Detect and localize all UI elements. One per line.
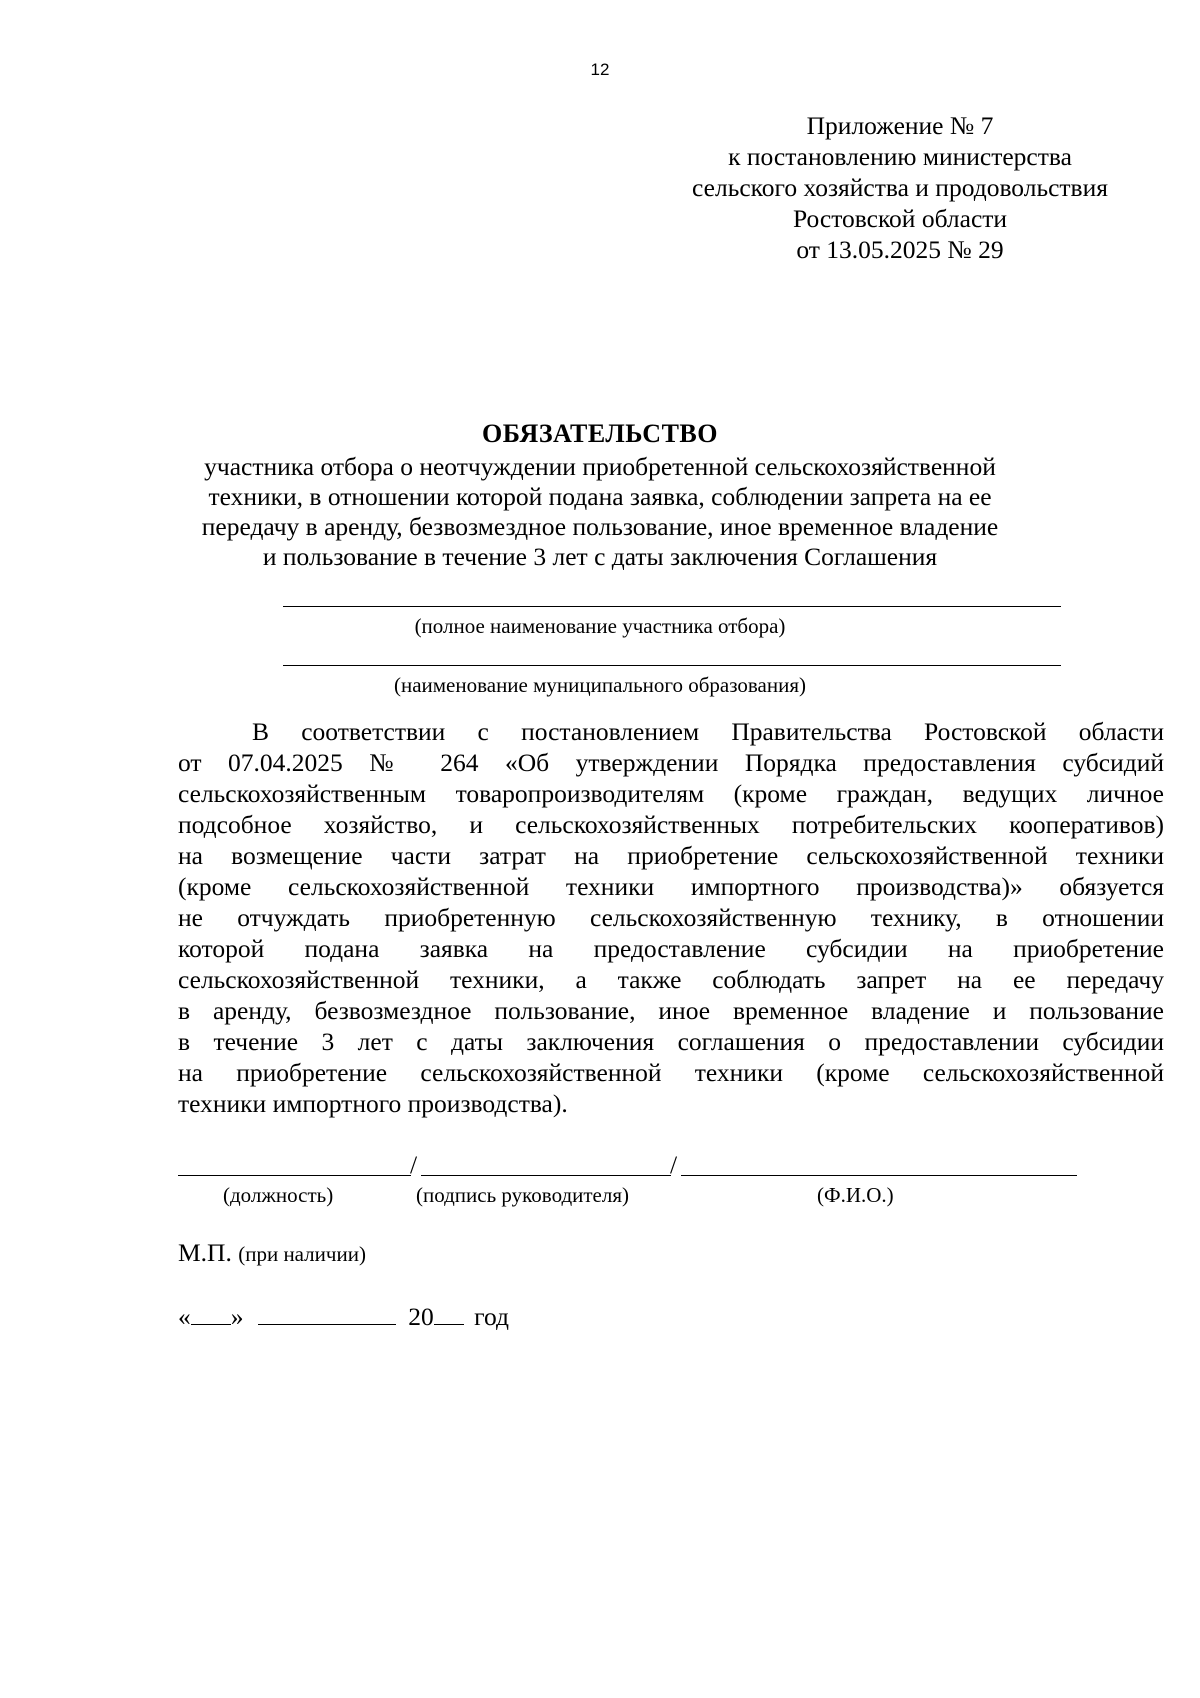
subtitle-line: и пользование в течение 3 лет с даты заключения Соглашения bbox=[262, 542, 938, 571]
municipality-name-line[interactable] bbox=[283, 665, 1061, 666]
subtitle-line: передачу в аренду, безвозмездное пользование, иное временное владение bbox=[201, 512, 999, 541]
stamp-note: (при наличии) bbox=[238, 1242, 366, 1266]
full-name-line[interactable] bbox=[681, 1175, 1077, 1176]
body-line: сельскохозяйственной техники, а также соблюдать запрет на ее передачу bbox=[178, 965, 1164, 994]
body-line: (кроме сельскохозяйственной техники импортного производства)» обязуется bbox=[178, 872, 1164, 901]
full-name-caption: (Ф.И.О.) bbox=[817, 1183, 894, 1207]
page-number: 12 bbox=[590, 60, 610, 79]
body-line: В соответствии с постановлением Правительства Ростовской области bbox=[252, 717, 1164, 746]
signature-caption: (подпись руководителя) bbox=[416, 1183, 630, 1207]
date-century: 20 bbox=[408, 1302, 434, 1331]
date-year-word: год bbox=[474, 1302, 509, 1331]
stamp-label: М.П. bbox=[178, 1238, 232, 1267]
body-line: в течение 3 лет с даты заключения соглашения о предоставлении субсидии bbox=[178, 1027, 1164, 1056]
signature-separator: / bbox=[410, 1150, 418, 1179]
obligation-body bbox=[178, 716, 1164, 1119]
year-blank[interactable] bbox=[434, 1302, 464, 1325]
signature-separator: / bbox=[670, 1150, 678, 1179]
date-close-quote: » bbox=[230, 1302, 244, 1331]
document-title: ОБЯЗАТЕЛЬСТВО bbox=[482, 419, 718, 448]
document-subtitle bbox=[150, 452, 1050, 572]
date-row bbox=[178, 1302, 509, 1332]
subtitle-line: участника отбора о неотчуждении приобретенной сельскохозяйственной bbox=[204, 452, 996, 481]
appendix-line: к постановлению министерства bbox=[728, 142, 1072, 171]
body-line: подсобное хозяйство, и сельскохозяйственных потребительских кооперативов) bbox=[178, 810, 1164, 839]
position-caption: (должность) bbox=[223, 1183, 334, 1207]
body-line: которой подана заявка на предоставление субсидии на приобретение bbox=[178, 934, 1164, 963]
participant-name-caption: (полное наименование участника отбора) bbox=[414, 614, 786, 638]
date-open-quote: « bbox=[178, 1302, 191, 1331]
appendix-block bbox=[660, 110, 1140, 265]
appendix-line: Приложение № 7 bbox=[806, 111, 994, 140]
appendix-line: Ростовской области bbox=[792, 204, 1008, 233]
stamp-place bbox=[178, 1238, 366, 1269]
body-line: на возмещение части затрат на приобретение сельскохозяйственной техники bbox=[178, 841, 1164, 870]
position-line[interactable] bbox=[178, 1175, 411, 1176]
day-blank[interactable] bbox=[191, 1302, 231, 1325]
body-line: сельскохозяйственным товаропроизводителям (кроме граждан, ведущих личное bbox=[178, 779, 1164, 808]
municipality-name-caption: (наименование муниципального образования) bbox=[393, 673, 807, 697]
body-line: в аренду, безвозмездное пользование, иное временное владение и пользование bbox=[178, 996, 1164, 1025]
appendix-line: сельского хозяйства и продовольствия bbox=[692, 173, 1108, 202]
signature-line[interactable] bbox=[421, 1175, 671, 1176]
body-line: от 07.04.2025 № 264 «Об утверждении Порядка предоставления субсидий bbox=[178, 748, 1164, 777]
body-line: техники импортного производства). bbox=[178, 1089, 568, 1118]
participant-name-line[interactable] bbox=[283, 606, 1061, 607]
body-line: не отчуждать приобретенную сельскохозяйственную технику, в отношении bbox=[178, 903, 1164, 932]
appendix-line: от 13.05.2025 № 29 bbox=[796, 235, 1004, 264]
month-blank[interactable] bbox=[258, 1302, 396, 1325]
body-line: на приобретение сельскохозяйственной техники (кроме сельскохозяйственной bbox=[178, 1058, 1164, 1087]
subtitle-line: техники, в отношении которой подана заявка, соблюдении запрета на ее bbox=[208, 482, 992, 511]
